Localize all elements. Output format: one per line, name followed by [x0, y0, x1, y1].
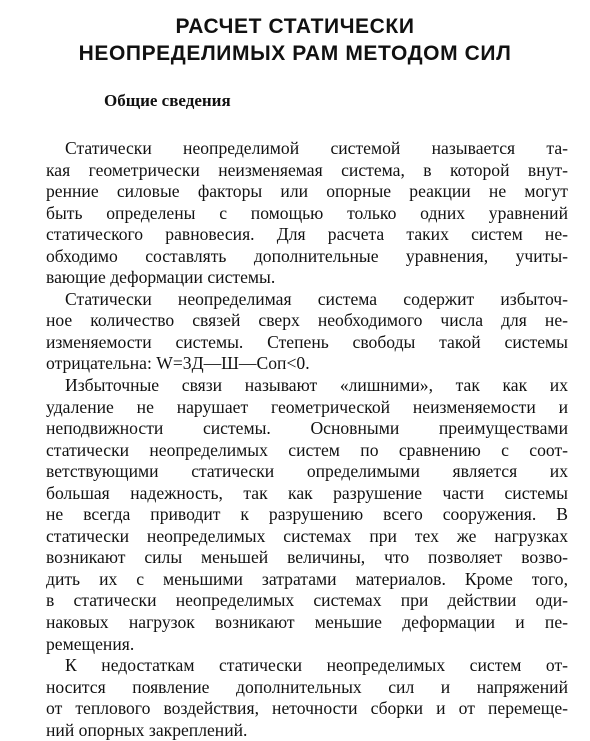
- text-line: статически неопределимых систем по сравнению с соот-: [46, 439, 568, 460]
- text-line: Статически неопределимая система содержит избыточ-: [65, 288, 568, 309]
- text-line: носится появление дополнительных сил и напряжений: [46, 676, 568, 697]
- text-line: удаление не нарушает геометрической неизменяемости и: [46, 396, 568, 417]
- text-line: наковых нагрузок возникают меньшие деформации и пе-: [46, 612, 568, 633]
- text-line: ренние силовые факторы или опорные реакции не могут: [46, 181, 568, 202]
- chapter-title-line-2: НЕОПРЕДЕЛИМЫХ РАМ МЕТОДОМ СИЛ: [78, 42, 512, 65]
- text-line: от теплового воздействия, неточности сборки и от перемеще-: [46, 698, 568, 719]
- text-line: ное количество связей сверх необходимого числа для не-: [46, 310, 568, 331]
- text-line: Избыточные связи называют «лишними», так как их: [65, 375, 568, 396]
- text-line: Статически неопределимой системой называется та-: [65, 138, 568, 158]
- text-line: ний опорных закреплений.: [46, 719, 248, 740]
- body-text: [46, 138, 568, 741]
- text-line: ремещения.: [46, 633, 135, 654]
- text-line: вающие деформации системы.: [46, 267, 276, 288]
- text-line: К недостаткам статически неопределимых систем от-: [65, 655, 568, 676]
- section-heading: Общие сведения: [104, 91, 231, 110]
- text-line: обходимо составлять дополнительные уравнения, учиты-: [46, 245, 568, 266]
- text-line: ветствующими статически определимыми является их: [46, 461, 568, 482]
- text-line: не всегда приводит к разрушению всего сооружения. В: [46, 504, 568, 525]
- text-line: быть определены с помощью только одних уравнений: [46, 202, 568, 223]
- text-line: статического равновесия. Для расчета таких систем не-: [46, 224, 568, 245]
- text-line: отрицательна: W=3Д—Ш—Cоп<0.: [46, 353, 310, 374]
- text-line: изменяемости системы. Степень свободы такой системы: [46, 331, 568, 352]
- text-line: неподвижности системы. Основными преимуществами: [46, 418, 568, 439]
- text-line: большая надежность, так как разрушение части системы: [46, 482, 568, 503]
- text-line: дить их с меньшими затратами материалов. Кроме того,: [46, 568, 568, 589]
- text-line: возникают силы меньшей величины, что позволяет возво-: [46, 547, 568, 568]
- text-line: статически неопределимых системах при тех же нагрузках: [46, 525, 568, 546]
- text-line: кая геометрически неизменяемая система, в которой внут-: [46, 159, 568, 180]
- text-line: в статически неопределимых системах при действии оди-: [46, 590, 568, 611]
- chapter-title-line-1: РАСЧЕТ СТАТИЧЕСКИ: [175, 15, 415, 38]
